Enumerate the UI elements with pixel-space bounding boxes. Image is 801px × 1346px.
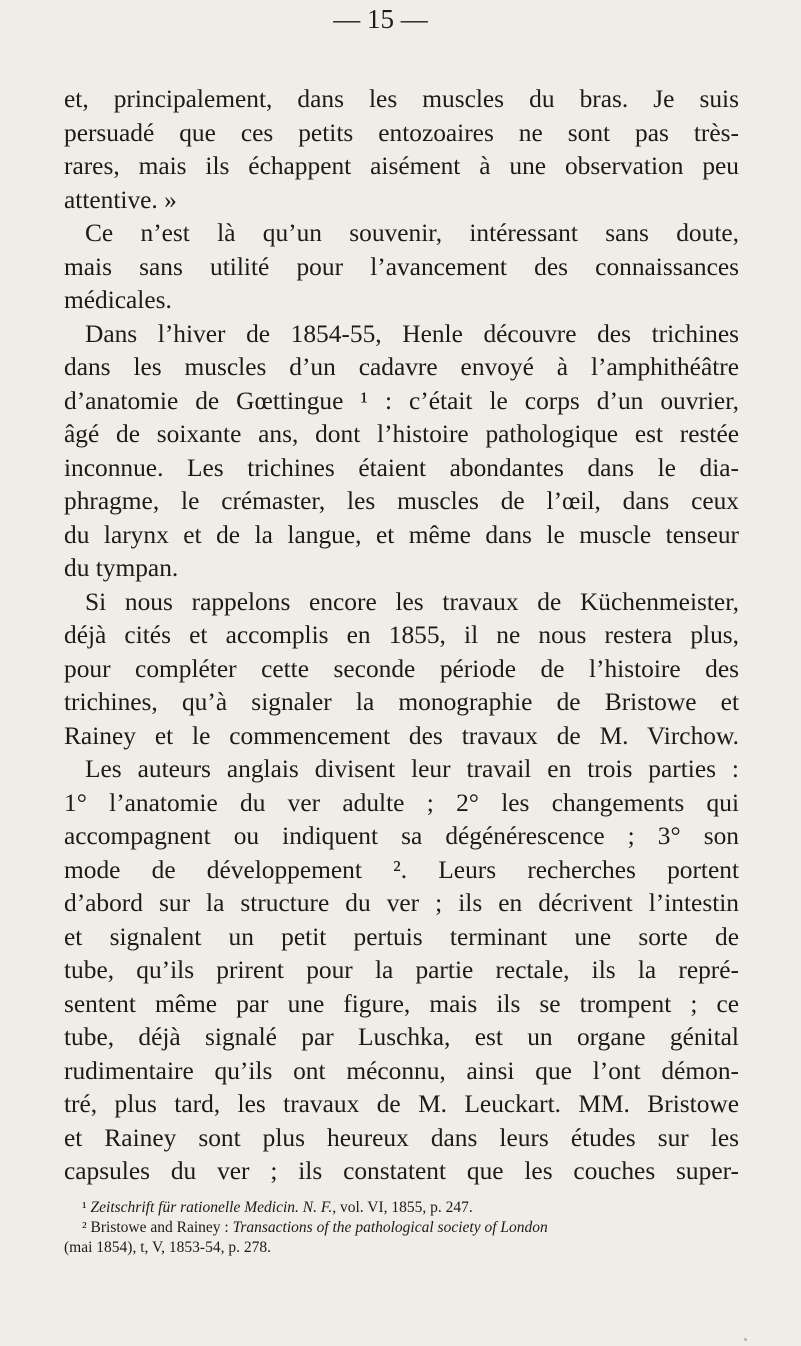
footnote-2-continuation: (mai 1854), t, V, 1853-54, p. 278.: [64, 1239, 271, 1256]
footnote-1-ref: vol. VI, 1855, p. 247.: [336, 1199, 473, 1216]
paper-specks: [0, 1338, 801, 1346]
text-line: persuadé que ces petits entozoaires ne sont pas très-: [64, 118, 739, 147]
text-line: 1° l’anatomie du ver adulte ; 2° les changements qui: [64, 788, 739, 817]
text-line: tré, plus tard, les travaux de M. Leuckart. MM. Bristowe: [64, 1090, 739, 1118]
text-line: phragme, le crémaster, les muscles de l’œil, dans ceux: [64, 487, 739, 515]
footnote-2-authors: Bristowe and Rainey :: [90, 1219, 233, 1236]
text-line: mode de développement ². Leurs recherches portent: [64, 855, 739, 884]
footnote-2: [64, 1218, 744, 1238]
footnote-1: [64, 1198, 744, 1218]
text-line: tube, déjà signalé par Luschka, est un organe génital: [64, 1023, 739, 1051]
text-line: du tympan.: [64, 554, 179, 582]
text-line: rares, mais ils échappent aisément à une observation peu: [64, 152, 739, 180]
footnote-1-title: Zeitschrift für rationelle Medicin. N. F.,: [90, 1199, 337, 1216]
footnote-1-marker: ¹: [82, 1199, 87, 1216]
text-line: et, principalement, dans les muscles du bras. Je suis: [64, 85, 739, 113]
page-number: — 15 —: [333, 4, 428, 34]
text-line: et signalent un petit pertuis terminant une sorte de: [64, 922, 739, 951]
text-line: du larynx et de la langue, et même dans le muscle tenseur: [64, 520, 739, 549]
text-line: Rainey et le commencement des travaux de M. Virchow.: [64, 721, 739, 750]
text-line: capsules du ver ; ils constatent que les couches super-: [64, 1157, 739, 1185]
text-line: Si nous rappelons encore les travaux de Küchenmeister,: [85, 587, 739, 616]
text-line: rudimentaire qu’ils ont méconnu, ainsi que l’ont démon-: [64, 1056, 739, 1085]
text-line: et Rainey sont plus heureux dans leurs études sur les: [64, 1123, 739, 1152]
text-line: d’anatomie de Gœttingue ¹ : c’était le corps d’un ouvrier,: [64, 386, 739, 415]
text-line: sentent même par une figure, mais ils se trompent ; ce: [64, 989, 739, 1018]
text-line: déjà cités et accomplis en 1855, il ne nous restera plus,: [64, 621, 739, 649]
text-line: d’abord sur la structure du ver ; ils en décrivent l’intestin: [64, 889, 739, 917]
text-line: Les auteurs anglais divisent leur travail en trois parties :: [85, 755, 739, 783]
footnote-2-marker: ²: [82, 1219, 87, 1236]
text-line: mais sans utilité pour l’avancement des connaissances: [64, 252, 739, 281]
footnotes: [64, 1198, 744, 1258]
text-line: attentive. »: [64, 185, 177, 214]
text-line: Dans l’hiver de 1854-55, Henle découvre des trichines: [85, 319, 739, 348]
text-line: trichines, qu’à signaler la monographie de Bristowe et: [64, 688, 739, 716]
text-line: âgé de soixante ans, dont l’histoire pathologique est restée: [64, 420, 739, 448]
text-line: inconnue. Les trichines étaient abondantes dans le dia-: [64, 453, 739, 482]
text-line: pour compléter cette seconde période de l’histoire des: [64, 654, 739, 683]
text-line: dans les muscles d’un cadavre envoyé à l’amphithéâtre: [64, 353, 739, 381]
body-text: [64, 83, 739, 1189]
paper-speck: [744, 1338, 747, 1341]
text-line: accompagnent ou indiquent sa dégénérescence ; 3° son: [64, 822, 739, 850]
footnote-2-title: Transactions of the pathological society of London: [232, 1219, 548, 1236]
text-line: tube, qu’ils prirent pour la partie rectale, ils la repré-: [64, 956, 739, 984]
text-line: médicales.: [64, 286, 172, 314]
text-line: Ce n’est là qu’un souvenir, intéressant sans doute,: [85, 219, 739, 247]
